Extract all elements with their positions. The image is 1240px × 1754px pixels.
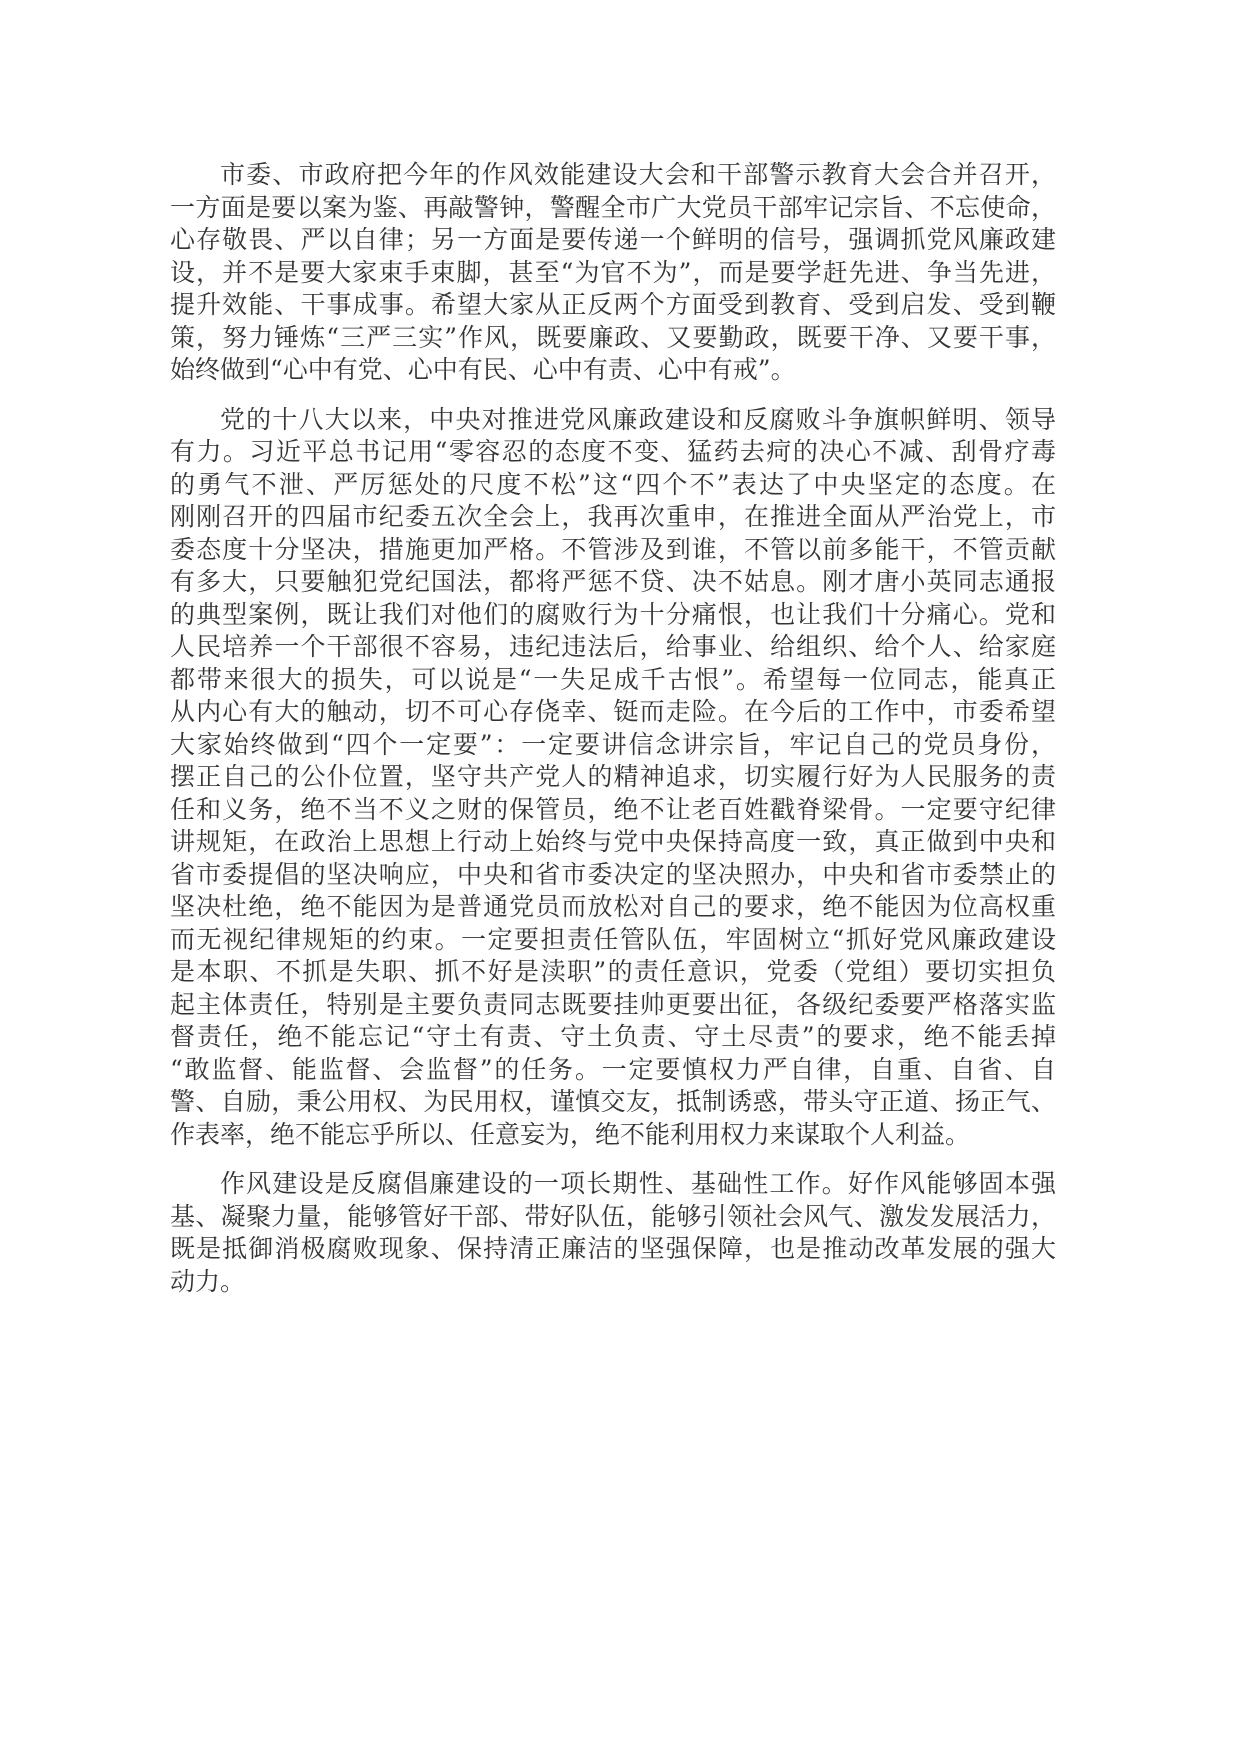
text-line: 作表率，绝不能忘乎所以、任意妄为，绝不能利用权力来谋取个人利益。	[170, 1119, 971, 1149]
text-line: 是本职、不抓是失职、抓不好是渎职”的责任意识，党委（党组）要切实担负	[170, 957, 1056, 986]
text-line: 讲规矩，在政治上思想上行动上始终与党中央保持高度一致，真正做到中央和	[170, 827, 1056, 856]
document-body	[170, 159, 1056, 1315]
text-line: 策，努力锤炼“三严三实”作风，既要廉政、又要勤政，既要干净、又要干事，	[170, 322, 1056, 352]
text-line: 警、自励，秉公用权、为民用权，谨慎交友，抵制诱惑，带头守正道、扬正气、	[170, 1087, 1056, 1116]
paragraph	[170, 159, 1056, 387]
text-line: 心存敬畏、严以自律；另一方面是要传递一个鲜明的信号，强调抓党风廉政建	[170, 225, 1056, 254]
text-line: 摆正自己的公仆位置，坚守共产党人的精神追求，切实履行好为人民服务的责	[170, 762, 1056, 791]
text-line: 人民培养一个干部很不容易，违纪违法后，给事业、给组织、给个人、给家庭	[170, 632, 1056, 661]
text-line: 党的十八大以来，中央对推进党风廉政建设和反腐败斗争旗帜鲜明、领导	[220, 404, 1056, 434]
text-line: 督责任，绝不能忘记“守土有责、守土负责、守土尽责”的要求，绝不能丢掉	[170, 1022, 1056, 1051]
paragraph	[170, 1168, 1056, 1298]
text-line: 省市委提倡的坚决响应，中央和省市委决定的坚决照办，中央和省市委禁止的	[170, 859, 1056, 889]
text-line: 有多大，只要触犯党纪国法，都将严惩不贷、决不姑息。刚才唐小英同志通报	[170, 567, 1056, 596]
text-line: 设，并不是要大家束手束脚，甚至“为官不为”，而是要学赶先进、争当先进，	[170, 257, 1056, 287]
text-line: 一方面是要以案为鉴、再敲警钟，警醒全市广大党员干部牢记宗旨、不忘使命，	[170, 192, 1056, 222]
text-line: 起主体责任，特别是主要负责同志既要挂帅更要出征，各级纪委要严格落实监	[170, 989, 1056, 1019]
text-line: 刚刚召开的四届市纪委五次全会上，我再次重申，在推进全面从严治党上，市	[170, 502, 1056, 531]
text-line: 坚决杜绝，绝不能因为是普通党员而放松对自己的要求，绝不能因为位高权重	[170, 892, 1056, 921]
text-line: 动力。	[170, 1266, 246, 1296]
text-line: 始终做到“心中有党、心中有民、心中有责、心中有戒”。	[170, 355, 796, 384]
text-line: 的勇气不泄、严厉惩处的尺度不松”这“四个不”表达了中央坚定的态度。在	[170, 469, 1056, 499]
text-line: “敢监督、能监督、会监督”的任务。一定要慎权力严自律，自重、自省、自	[170, 1054, 1056, 1084]
text-line: 而无视纪律规矩的约束。一定要担责任管队伍，牢固树立“抓好党风廉政建设	[170, 924, 1056, 954]
text-line: 任和义务，绝不当不义之财的保管员，绝不让老百姓戳脊梁骨。一定要守纪律	[170, 794, 1056, 824]
text-line: 作风建设是反腐倡廉建设的一项长期性、基础性工作。好作风能够固本强	[220, 1169, 1056, 1198]
text-line: 从内心有大的触动，切不可心存侥幸、铤而走险。在今后的工作中，市委希望	[170, 697, 1056, 726]
text-line: 有力。习近平总书记用“零容忍的态度不变、猛药去疴的决心不减、刮骨疗毒	[170, 437, 1056, 466]
text-line: 大家始终做到“四个一定要”：一定要讲信念讲宗旨，牢记自己的党员身份，	[170, 729, 1056, 759]
text-line: 市委、市政府把今年的作风效能建设大会和干部警示教育大会合并召开，	[220, 160, 1056, 189]
text-line: 的典型案例，既让我们对他们的腐败行为十分痛恨，也让我们十分痛心。党和	[170, 599, 1056, 629]
text-line: 基、凝聚力量，能够管好干部、带好队伍，能够引领社会风气、激发发展活力，	[170, 1201, 1056, 1231]
text-line: 都带来很大的损失，可以说是“一失足成千古恨”。希望每一位同志，能真正	[170, 664, 1056, 694]
text-line: 提升效能、干事成事。希望大家从正反两个方面受到教育、受到启发、受到鞭	[170, 290, 1056, 319]
text-line: 既是抵御消极腐败现象、保持清正廉洁的坚强保障，也是推动改革发展的强大	[170, 1234, 1056, 1263]
text-line: 委态度十分坚决，措施更加严格。不管涉及到谁，不管以前多能干，不管贡献	[170, 534, 1056, 564]
paragraph	[170, 404, 1056, 1152]
